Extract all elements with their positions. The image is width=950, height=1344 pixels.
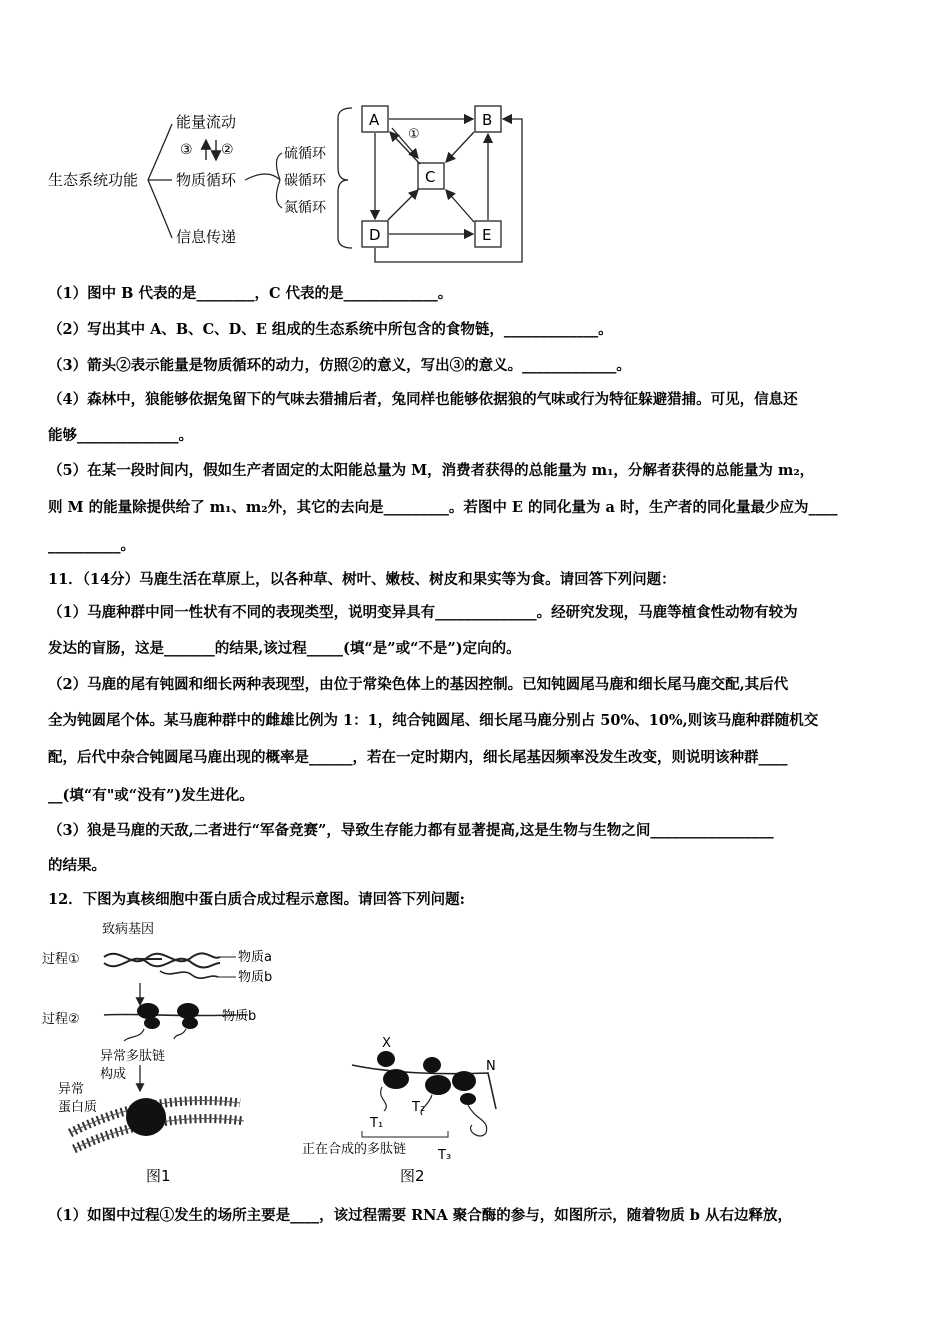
arrow-1-label: ①: [408, 127, 420, 142]
substance-b-label-1: 物质b: [238, 970, 273, 985]
q11-part3-line2: 的结果。: [48, 857, 106, 874]
q11-part2-line3: 配，后代中杂合钝圆尾马鹿出现的概率是______，若在一定时期内，细长尾基因频率没发生改变，则说明该种群____: [48, 749, 788, 766]
ecosystem-function-diagram: [40, 98, 540, 268]
node-a-label: A: [369, 111, 380, 129]
energy-flow-label: 能量流动: [176, 113, 237, 131]
pathogenic-gene-label: 致病基因: [102, 922, 155, 937]
q11-part2-line4: __(填“有"或“没有”)发生进化。: [48, 787, 254, 804]
q11-part1-line1: （1）马鹿种群中同一性状有不同的表现类型，说明变异具有______________。经研究发现，马鹿等植食性动物有较为: [48, 604, 798, 621]
label-n: N: [486, 1059, 496, 1074]
process-1-label: 过程①: [42, 952, 80, 967]
nitrogen-cycle-label: 氮循环: [284, 200, 326, 216]
info-transfer-label: 信息传递: [176, 228, 237, 246]
arrow-2-label: ②: [221, 142, 234, 158]
node-d-label: D: [369, 226, 381, 244]
q10-part5-line1: （5）在某一段时间内，假如生产者固定的太阳能总量为 M，消费者获得的总能量为 m₁，分解者获得的总能量为 m₂，: [48, 462, 815, 479]
q11-part2-line2: 全为钝圆尾个体。某马鹿种群中的雌雄比例为 1：1，纯合钝圆尾、细长尾马鹿分别占 50%、10%,则该马鹿种群随机交: [48, 712, 819, 729]
q10-part4-line2: 能够______________。: [48, 427, 193, 444]
abnormal-protein-label-2: 蛋白质: [58, 1100, 98, 1115]
label-t3: T₃: [438, 1148, 452, 1163]
root-label: 生态系统功能: [48, 171, 139, 189]
carbon-cycle-label: 碳循环: [284, 173, 326, 189]
q10-part1: （1）图中 B 代表的是________，C 代表的是_____________。: [48, 285, 453, 302]
abnormal-protein-label-1: 异常: [58, 1082, 85, 1097]
node-b-label: B: [482, 111, 493, 129]
q10-part5-line2: 则 M 的能量除提供给了 m₁、m₂外，其它的去向是_________。若图中 E 的同化量为 a 时，生产者的同化量最少应为____: [48, 499, 838, 516]
q11-title: 11．（14分）马鹿生活在草原上，以各种草、树叶、嫩枝、树皮和果实等为食。请回答下列问题：: [48, 571, 676, 588]
q11-part1-line2: 发达的盲肠，这是_______的结果,该过程_____(填“是”或“不是”)定向的。: [48, 640, 521, 657]
material-cycle-label: 物质循环: [176, 171, 237, 189]
node-e-label: E: [482, 226, 492, 244]
node-c-label: C: [425, 168, 436, 186]
sulfur-cycle-label: 硫循环: [284, 146, 326, 162]
label-t1: T₁: [370, 1116, 384, 1131]
figure-1-caption: 图1: [146, 1167, 171, 1185]
label-t2: T₂: [412, 1100, 426, 1115]
q10-part5-line3: __________。: [48, 537, 135, 554]
substance-a-label: 物质a: [238, 950, 272, 965]
q12-part1: （1）如图中过程①发生的场所主要是____，该过程需要 RNA 聚合酶的参与，如图所示，随着物质 b 从右边释放，: [48, 1207, 792, 1224]
protein-synthesis-diagram: [40, 915, 560, 1190]
q11-part3-line1: （3）狼是马鹿的天敌,二者进行“军备竞赛”，导致生存能力都有显著提高,这是生物与生物之间_________________: [48, 822, 774, 839]
q11-part2-line1: （2）马鹿的尾有钝圆和细长两种表现型，由位于常染色体上的基因控制。已知钝圆尾马鹿和细长尾马鹿交配,其后代: [48, 676, 789, 693]
q10-part2: （2）写出其中 A、B、C、D、E 组成的生态系统中所包含的食物链，_____________。: [48, 321, 613, 338]
q10-part4-line1: （4）森林中，狼能够依据兔留下的气味去猎捕后者，兔同样也能够依据狼的气味或行为特征躲避猎捕。可见，信息还: [48, 391, 798, 408]
arrow-3-label: ③: [180, 142, 193, 158]
figure-2-caption: 图2: [400, 1167, 425, 1185]
label-x: X: [382, 1036, 391, 1051]
chain-caption: 正在合成的多肽链: [302, 1142, 407, 1157]
constitute-label: 构成: [100, 1067, 127, 1082]
process-2-label: 过程②: [42, 1012, 80, 1027]
substance-b-label-2: 物质b: [222, 1009, 257, 1024]
q12-title: 12．下图为真核细胞中蛋白质合成过程示意图。请回答下列问题:: [48, 891, 466, 908]
q10-part3: （3）箭头②表示能量是物质循环的动力，仿照②的意义，写出③的意义。_____________。: [48, 357, 631, 374]
abnormal-peptide-label: 异常多肽链: [100, 1049, 166, 1064]
